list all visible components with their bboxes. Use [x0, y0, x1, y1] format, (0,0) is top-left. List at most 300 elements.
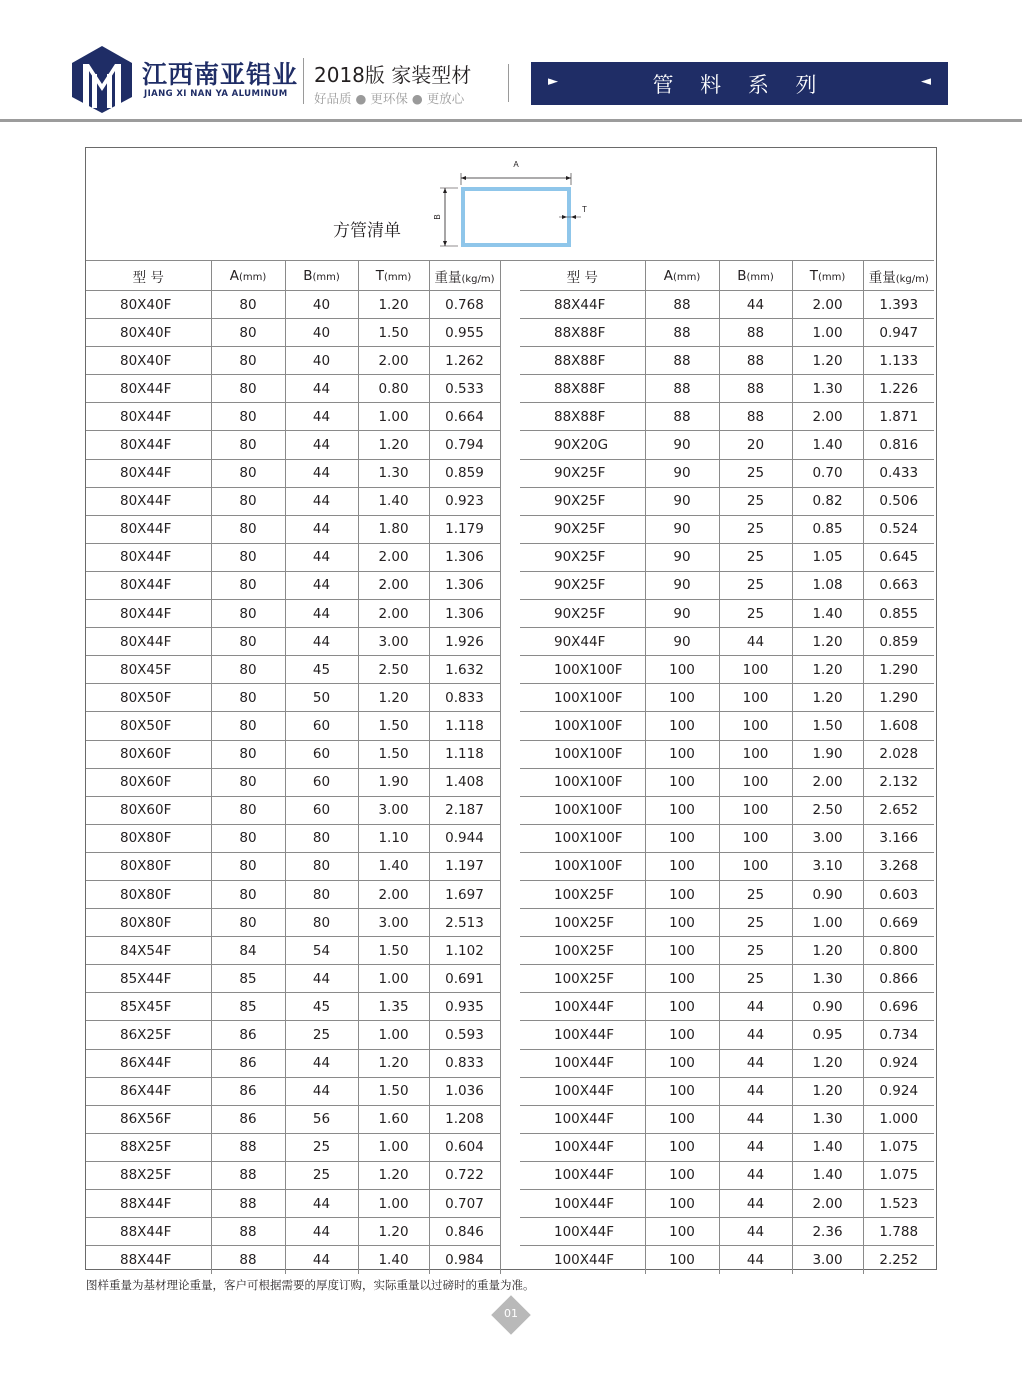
column-header — [358, 261, 429, 291]
model-cell: 88X25F — [86, 1133, 211, 1161]
table-row — [86, 1049, 500, 1077]
b-cell: 44 — [285, 515, 358, 543]
column-header-name: 重量 — [434, 269, 462, 286]
t-cell: 2.00 — [358, 571, 429, 599]
a-cell: 88 — [645, 291, 719, 319]
table-row — [520, 431, 934, 459]
t-cell: 0.85 — [792, 515, 863, 543]
b-cell: 44 — [285, 487, 358, 515]
b-cell: 25 — [719, 487, 792, 515]
weight-cell: 0.866 — [863, 965, 934, 993]
model-cell: 86X25F — [86, 1021, 211, 1049]
a-cell: 100 — [645, 965, 719, 993]
b-cell: 80 — [285, 909, 358, 937]
model-cell: 80X80F — [86, 852, 211, 880]
b-cell: 25 — [719, 965, 792, 993]
table-row — [520, 965, 934, 993]
brand-name-cn: 江西南亚铝业 — [142, 60, 299, 89]
model-cell: 80X44F — [86, 431, 211, 459]
weight-cell: 1.788 — [863, 1218, 934, 1246]
model-cell: 80X44F — [86, 487, 211, 515]
model-cell: 100X100F — [520, 824, 645, 852]
column-header-unit: (mm) — [672, 271, 701, 283]
a-cell: 100 — [645, 880, 719, 908]
table-row — [86, 543, 500, 571]
table-row — [86, 993, 500, 1021]
t-cell: 1.20 — [792, 628, 863, 656]
weight-cell: 0.604 — [429, 1133, 500, 1161]
table-row — [520, 571, 934, 599]
a-cell: 86 — [211, 1077, 285, 1105]
table-row — [86, 431, 500, 459]
a-cell: 90 — [645, 515, 719, 543]
weight-cell: 0.593 — [429, 1021, 500, 1049]
t-cell: 1.40 — [792, 431, 863, 459]
table-row — [86, 1105, 500, 1133]
model-cell: 100X44F — [520, 1246, 645, 1274]
weight-cell: 0.524 — [863, 515, 934, 543]
column-header-unit: (kg/m) — [895, 273, 929, 285]
page-number: 01 — [504, 1307, 518, 1320]
t-cell: 3.00 — [792, 1246, 863, 1274]
table-row — [520, 937, 934, 965]
table-row — [86, 600, 500, 628]
weight-cell: 1.306 — [429, 571, 500, 599]
a-cell: 80 — [211, 431, 285, 459]
table-row — [520, 1190, 934, 1218]
t-cell: 1.30 — [358, 459, 429, 487]
weight-cell: 0.669 — [863, 909, 934, 937]
a-cell: 86 — [211, 1049, 285, 1077]
a-cell: 80 — [211, 600, 285, 628]
model-cell: 88X88F — [520, 375, 645, 403]
model-cell: 86X56F — [86, 1105, 211, 1133]
model-cell: 80X50F — [86, 712, 211, 740]
model-cell: 80X80F — [86, 880, 211, 908]
t-cell: 0.95 — [792, 1021, 863, 1049]
model-cell: 100X25F — [520, 909, 645, 937]
catalog-edition: 2018版 家装型材 — [314, 63, 472, 87]
b-cell: 60 — [285, 712, 358, 740]
model-cell: 100X25F — [520, 880, 645, 908]
b-cell: 100 — [719, 768, 792, 796]
sheet-title: 方管清单 — [333, 221, 401, 241]
table-row — [520, 852, 934, 880]
t-cell: 1.00 — [792, 909, 863, 937]
a-cell: 100 — [645, 656, 719, 684]
a-cell: 100 — [645, 740, 719, 768]
a-cell: 80 — [211, 712, 285, 740]
b-cell: 44 — [719, 628, 792, 656]
weight-cell: 0.859 — [429, 459, 500, 487]
b-cell: 25 — [719, 880, 792, 908]
b-cell: 44 — [285, 1218, 358, 1246]
b-cell: 88 — [719, 347, 792, 375]
a-cell: 88 — [645, 319, 719, 347]
model-cell: 80X45F — [86, 656, 211, 684]
table-row — [86, 347, 500, 375]
model-cell: 88X44F — [86, 1218, 211, 1246]
a-cell: 80 — [211, 347, 285, 375]
b-cell: 25 — [285, 1161, 358, 1189]
b-cell: 44 — [285, 628, 358, 656]
a-cell: 85 — [211, 965, 285, 993]
t-cell: 3.00 — [358, 909, 429, 937]
table-row — [86, 291, 500, 319]
weight-cell: 1.523 — [863, 1190, 934, 1218]
cross-section-diagram — [431, 156, 591, 256]
model-cell: 80X44F — [86, 459, 211, 487]
header-rule — [0, 119, 1022, 122]
column-header-unit: (mm) — [746, 271, 774, 283]
t-cell: 3.10 — [792, 852, 863, 880]
a-cell: 80 — [211, 740, 285, 768]
weight-cell: 1.036 — [429, 1077, 500, 1105]
model-cell: 100X44F — [520, 1218, 645, 1246]
weight-cell: 0.855 — [863, 600, 934, 628]
weight-cell: 1.118 — [429, 740, 500, 768]
b-cell: 88 — [719, 403, 792, 431]
column-header-name: 型 号 — [132, 269, 164, 286]
t-cell: 1.20 — [792, 937, 863, 965]
model-cell: 85X45F — [86, 993, 211, 1021]
model-cell: 100X44F — [520, 1077, 645, 1105]
brand-name-en: JIANG XI NAN YA ALUMINUM — [144, 89, 288, 99]
table-row — [86, 1133, 500, 1161]
t-cell: 2.00 — [792, 768, 863, 796]
b-cell: 44 — [719, 1133, 792, 1161]
weight-cell: 1.306 — [429, 600, 500, 628]
t-cell: 2.00 — [358, 543, 429, 571]
arrow-right-icon: ► — [548, 74, 558, 89]
b-cell: 60 — [285, 740, 358, 768]
b-cell: 100 — [719, 656, 792, 684]
model-cell: 100X25F — [520, 965, 645, 993]
t-cell: 1.20 — [792, 1049, 863, 1077]
column-header — [863, 261, 934, 291]
b-cell: 100 — [719, 852, 792, 880]
t-cell: 1.08 — [792, 571, 863, 599]
b-cell: 25 — [719, 937, 792, 965]
weight-cell: 1.290 — [863, 684, 934, 712]
column-header-name: 型 号 — [566, 269, 598, 286]
t-cell: 0.80 — [358, 375, 429, 403]
table-row — [520, 291, 934, 319]
weight-cell: 0.923 — [429, 487, 500, 515]
t-cell: 1.00 — [358, 1021, 429, 1049]
t-cell: 1.20 — [358, 431, 429, 459]
t-cell: 1.50 — [358, 712, 429, 740]
b-cell: 100 — [719, 712, 792, 740]
t-cell: 1.20 — [792, 347, 863, 375]
b-cell: 44 — [285, 431, 358, 459]
model-cell: 88X25F — [86, 1161, 211, 1189]
weight-cell: 1.926 — [429, 628, 500, 656]
table-row — [520, 1105, 934, 1133]
model-cell: 80X60F — [86, 740, 211, 768]
model-cell: 100X44F — [520, 1133, 645, 1161]
table-row — [86, 319, 500, 347]
model-cell: 90X25F — [520, 515, 645, 543]
t-cell: 1.30 — [792, 965, 863, 993]
table-row — [86, 824, 500, 852]
model-cell: 90X25F — [520, 543, 645, 571]
b-cell: 25 — [285, 1021, 358, 1049]
model-cell: 80X40F — [86, 347, 211, 375]
a-cell: 80 — [211, 515, 285, 543]
table-row — [520, 1021, 934, 1049]
weight-cell: 0.691 — [429, 965, 500, 993]
a-cell: 80 — [211, 403, 285, 431]
weight-cell: 0.663 — [863, 571, 934, 599]
a-cell: 90 — [645, 487, 719, 515]
column-header-unit: (kg/m) — [461, 273, 495, 285]
column-header — [792, 261, 863, 291]
table-header-row — [86, 261, 500, 291]
weight-cell: 2.252 — [879, 1251, 919, 1268]
t-cell: 1.40 — [792, 1133, 863, 1161]
slogan: 好品质 ● 更环保 ● 更放心 — [314, 91, 465, 106]
t-cell: 1.00 — [358, 1133, 429, 1161]
t-cell: 1.35 — [358, 993, 429, 1021]
table-row — [520, 403, 934, 431]
a-cell: 86 — [211, 1021, 285, 1049]
b-cell: 45 — [285, 656, 358, 684]
b-cell: 80 — [285, 880, 358, 908]
b-cell: 44 — [719, 1161, 792, 1189]
t-cell: 1.20 — [358, 1218, 429, 1246]
b-cell: 20 — [719, 431, 792, 459]
b-cell: 40 — [285, 291, 358, 319]
table-row — [520, 656, 934, 684]
table-gutter — [500, 260, 520, 1270]
a-cell: 100 — [645, 1218, 719, 1246]
a-cell: 90 — [645, 628, 719, 656]
column-header-unit: (mm) — [383, 271, 412, 283]
t-cell: 1.20 — [358, 1049, 429, 1077]
a-cell: 80 — [211, 824, 285, 852]
b-cell: 44 — [285, 459, 358, 487]
table-row — [520, 1077, 934, 1105]
column-header — [645, 261, 719, 291]
weight-cell: 0.696 — [863, 993, 934, 1021]
table-row — [86, 487, 500, 515]
b-cell: 44 — [285, 1077, 358, 1105]
t-cell: 0.82 — [792, 487, 863, 515]
b-cell: 45 — [285, 993, 358, 1021]
a-cell: 86 — [211, 1105, 285, 1133]
column-header-name: A — [229, 267, 239, 284]
t-cell: 1.20 — [792, 656, 863, 684]
table-row — [520, 796, 934, 824]
model-cell: 80X44F — [86, 375, 211, 403]
b-cell: 44 — [285, 1049, 358, 1077]
model-cell: 80X44F — [86, 628, 211, 656]
b-cell: 44 — [285, 965, 358, 993]
table-row — [520, 824, 934, 852]
weight-cell: 0.833 — [429, 684, 500, 712]
a-cell: 88 — [211, 1133, 285, 1161]
table-row — [86, 740, 500, 768]
weight-cell: 0.935 — [429, 993, 500, 1021]
model-cell: 100X44F — [520, 1190, 645, 1218]
model-cell: 88X88F — [520, 319, 645, 347]
table-row — [86, 403, 500, 431]
model-cell: 90X25F — [520, 487, 645, 515]
a-cell: 80 — [211, 684, 285, 712]
model-cell: 100X44F — [520, 993, 645, 1021]
t-cell: 2.00 — [358, 880, 429, 908]
b-cell: 80 — [285, 824, 358, 852]
model-cell: 88X88F — [520, 347, 645, 375]
b-cell: 40 — [285, 319, 358, 347]
weight-cell: 1.262 — [429, 347, 500, 375]
weight-cell: 1.133 — [863, 347, 934, 375]
t-cell: 1.20 — [358, 684, 429, 712]
table-row — [520, 684, 934, 712]
weight-cell: 2.513 — [429, 909, 500, 937]
weight-cell: 1.408 — [429, 768, 500, 796]
weight-cell: 0.734 — [863, 1021, 934, 1049]
t-cell: 1.00 — [792, 319, 863, 347]
weight-cell: 0.603 — [863, 880, 934, 908]
weight-cell: 1.179 — [429, 515, 500, 543]
table-row — [86, 852, 500, 880]
weight-cell: 0.816 — [863, 431, 934, 459]
a-cell: 80 — [211, 768, 285, 796]
weight-cell: 2.187 — [429, 796, 500, 824]
table-row — [86, 965, 500, 993]
weight-cell: 1.871 — [863, 403, 934, 431]
model-cell: 100X100F — [520, 684, 645, 712]
column-header — [429, 261, 500, 291]
weight-cell: 0.984 — [429, 1246, 500, 1274]
weight-cell: 0.533 — [429, 375, 500, 403]
b-cell: 44 — [719, 1218, 792, 1246]
b-cell: 44 — [719, 291, 792, 319]
series-title: 管 料 系 列 — [652, 73, 827, 97]
table-row — [86, 937, 500, 965]
weight-cell: 0.924 — [863, 1049, 934, 1077]
table-row — [520, 487, 934, 515]
weight-cell: 1.393 — [863, 291, 934, 319]
weight-cell: 1.306 — [429, 543, 500, 571]
t-cell: 1.20 — [792, 684, 863, 712]
model-cell: 100X44F — [520, 1105, 645, 1133]
weight-cell: 1.608 — [863, 712, 934, 740]
model-cell: 86X44F — [86, 1077, 211, 1105]
b-cell: 44 — [285, 600, 358, 628]
t-cell: 1.40 — [358, 487, 429, 515]
model-cell: 80X44F — [86, 571, 211, 599]
table-row — [520, 1133, 934, 1161]
model-cell: 90X25F — [520, 571, 645, 599]
weight-cell: 0.794 — [429, 431, 500, 459]
table-row — [520, 1161, 934, 1189]
table-row — [520, 600, 934, 628]
table-row — [520, 768, 934, 796]
a-cell: 80 — [211, 852, 285, 880]
model-cell: 100X44F — [520, 1021, 645, 1049]
table-row — [520, 628, 934, 656]
weight-cell: 1.208 — [429, 1105, 500, 1133]
dimension-a-label: A — [513, 160, 519, 169]
model-cell: 90X44F — [520, 628, 645, 656]
model-cell: 90X25F — [520, 600, 645, 628]
model-cell: 80X44F — [86, 543, 211, 571]
column-header — [285, 261, 358, 291]
t-cell: 1.20 — [358, 291, 429, 319]
weight-cell: 2.652 — [863, 796, 934, 824]
a-cell: 100 — [645, 1105, 719, 1133]
b-cell: 44 — [285, 1246, 358, 1274]
t-cell: 1.05 — [792, 543, 863, 571]
table-row — [86, 571, 500, 599]
table-row — [86, 375, 500, 403]
table-row — [86, 1077, 500, 1105]
a-cell: 80 — [211, 291, 285, 319]
weight-cell: 0.846 — [429, 1218, 500, 1246]
b-cell: 100 — [719, 796, 792, 824]
model-cell: 100X25F — [520, 937, 645, 965]
a-cell: 88 — [211, 1161, 285, 1189]
square-tube-sheet — [85, 147, 937, 1270]
a-cell: 100 — [645, 909, 719, 937]
b-cell: 44 — [285, 375, 358, 403]
b-cell: 25 — [719, 600, 792, 628]
table-row — [86, 796, 500, 824]
a-cell: 100 — [645, 684, 719, 712]
column-header — [211, 261, 285, 291]
t-cell: 1.50 — [358, 937, 429, 965]
table-row — [520, 993, 934, 1021]
header-divider — [508, 64, 509, 102]
model-cell: 86X44F — [86, 1049, 211, 1077]
a-cell: 80 — [211, 656, 285, 684]
table-row — [86, 684, 500, 712]
column-header-name: 重量 — [868, 269, 896, 286]
column-header-name: B — [303, 267, 313, 284]
model-cell: 100X100F — [520, 796, 645, 824]
column-header-unit: (mm) — [312, 271, 340, 283]
b-cell: 44 — [719, 1190, 792, 1218]
column-header — [86, 261, 211, 291]
t-cell: 0.70 — [792, 459, 863, 487]
model-cell: 80X60F — [86, 796, 211, 824]
t-cell: 1.10 — [358, 824, 429, 852]
column-header-name: B — [737, 267, 747, 284]
model-cell: 100X44F — [520, 1049, 645, 1077]
a-cell: 80 — [211, 628, 285, 656]
page-header — [0, 0, 1022, 125]
b-cell: 44 — [719, 1077, 792, 1105]
weight-cell: 1.075 — [863, 1161, 934, 1189]
table-row — [86, 768, 500, 796]
weight-cell: 0.722 — [429, 1161, 500, 1189]
t-cell: 0.90 — [792, 880, 863, 908]
t-cell: 1.40 — [358, 1246, 429, 1274]
b-cell: 25 — [719, 571, 792, 599]
weight-cell: 2.028 — [863, 740, 934, 768]
b-cell: 44 — [285, 543, 358, 571]
t-cell: 1.00 — [358, 965, 429, 993]
a-cell: 80 — [211, 375, 285, 403]
model-cell: 100X100F — [520, 852, 645, 880]
a-cell: 90 — [645, 571, 719, 599]
a-cell: 100 — [645, 1161, 719, 1189]
table-row — [86, 880, 500, 908]
a-cell: 100 — [645, 993, 719, 1021]
